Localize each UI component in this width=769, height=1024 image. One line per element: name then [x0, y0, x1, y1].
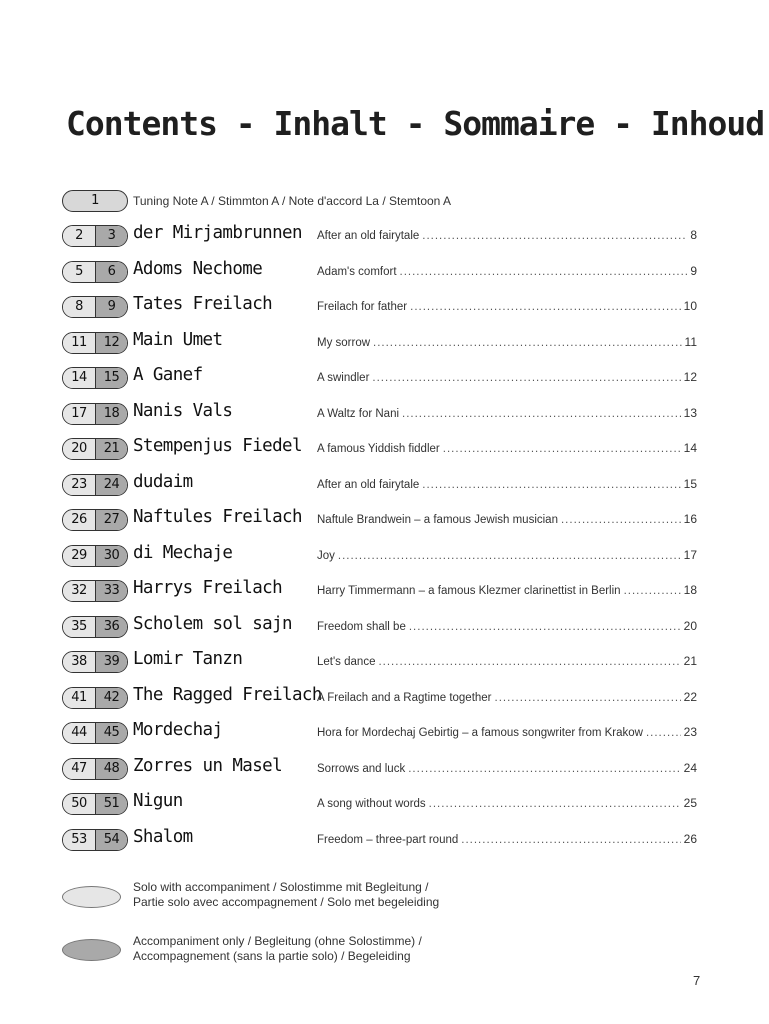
song-page-number: 11	[684, 334, 697, 349]
song-title: Stempenjus Fiedel	[133, 436, 302, 456]
song-title: Nanis Vals	[133, 400, 233, 421]
song-title: Mordechaj	[133, 720, 223, 740]
solo-track-number: 2	[63, 226, 95, 246]
track-badge	[62, 367, 128, 389]
song-description: Hora for Mordechaj Gebirtig – a famous songwriter from Krakow	[317, 727, 643, 739]
song-description: My sorrow	[317, 336, 371, 349]
solo-track-number: 11	[63, 333, 95, 353]
contents-row	[0, 826, 769, 854]
dot-leader	[378, 656, 680, 668]
dot-leader	[373, 337, 682, 349]
solo-track-number: 35	[63, 617, 95, 637]
song-page-number: 8	[690, 228, 697, 242]
legend-line: Accompaniment only / Begleitung (ohne Solostimme) /	[133, 934, 422, 948]
song-title: der Mirjambrunnen	[133, 223, 302, 243]
dot-leader	[422, 230, 687, 242]
legend-text	[133, 934, 513, 964]
accompaniment-track-number: 9	[95, 297, 127, 317]
dot-leader	[408, 763, 680, 775]
accompaniment-track-number: 48	[95, 759, 127, 779]
track-badge	[62, 438, 128, 460]
track-badge	[62, 687, 128, 709]
song-page-number: 13	[683, 405, 697, 420]
accompaniment-track-number: 33	[95, 581, 127, 601]
solo-track-number: 8	[63, 297, 95, 317]
song-description: Adam's comfort	[317, 265, 397, 278]
dot-leader	[400, 266, 688, 278]
track-badge	[62, 722, 128, 744]
contents-row	[0, 648, 769, 676]
song-title: Tates Freilach	[133, 294, 273, 314]
song-page-number: 10	[683, 299, 697, 313]
accompaniment-track-number: 27	[95, 510, 127, 530]
contents-row	[0, 329, 769, 357]
song-description: Freedom – three-part round	[317, 833, 459, 846]
track-badge	[62, 403, 128, 425]
dot-leader	[443, 443, 681, 455]
song-description-line	[317, 690, 697, 704]
track-badge	[62, 545, 128, 567]
track-badge	[62, 829, 128, 851]
song-description: Freilach for father	[317, 301, 408, 313]
song-description-line	[317, 619, 697, 633]
song-title: A Ganef	[133, 365, 203, 385]
song-page-number: 22	[683, 689, 697, 704]
song-description-line	[317, 441, 697, 455]
page-title: Contents - Inhalt - Sommaire - Inhoud	[66, 104, 765, 143]
song-description: A song without words	[317, 798, 426, 810]
song-description-line	[317, 370, 697, 384]
song-description-line	[317, 548, 697, 562]
track-badge	[62, 261, 128, 283]
contents-row	[0, 613, 769, 641]
song-description-line	[317, 335, 697, 349]
song-page-number: 9	[690, 263, 697, 278]
dot-leader	[495, 692, 681, 704]
song-description-line	[317, 761, 697, 775]
accompaniment-track-number: 12	[95, 333, 127, 353]
song-description: A swindler	[317, 372, 370, 384]
song-description-line	[317, 299, 697, 313]
contents-row	[0, 684, 769, 712]
tuning-label: Tuning Note A / Stimmton A / Note d'accord La / Stemtoon A	[133, 194, 452, 208]
solo-track-number: 20	[63, 439, 95, 459]
solo-track-number: 44	[63, 723, 95, 743]
solo-oval-icon	[62, 886, 121, 908]
song-title: Shalom	[133, 826, 193, 847]
solo-track-number: 23	[63, 475, 95, 495]
track-badge	[62, 651, 128, 673]
solo-track-number: 32	[63, 581, 95, 601]
contents-row	[0, 293, 769, 321]
song-description-line	[317, 725, 697, 739]
song-description: Freedom shall be	[317, 620, 406, 633]
contents-row	[0, 719, 769, 747]
accompaniment-track-number: 51	[95, 794, 127, 814]
song-page-number: 20	[683, 618, 697, 633]
legend-line: Accompagnement (sans la partie solo) / Begeleiding	[133, 949, 411, 963]
song-description-line	[317, 832, 697, 846]
contents-row	[0, 258, 769, 286]
accompaniment-track-number: 6	[95, 262, 127, 282]
solo-track-number: 29	[63, 546, 95, 566]
solo-track-number: 26	[63, 510, 95, 530]
song-title: The Ragged Freilach	[133, 684, 322, 705]
solo-track-number: 41	[63, 688, 95, 708]
song-page-number: 26	[683, 831, 697, 846]
song-description: Sorrows and luck	[317, 762, 406, 775]
track-badge	[62, 225, 128, 247]
track-number: 1	[91, 193, 99, 208]
accompaniment-track-number: 18	[95, 404, 127, 424]
solo-track-number: 5	[63, 262, 95, 282]
song-description: Joy	[317, 549, 335, 562]
solo-track-number: 47	[63, 759, 95, 779]
song-page-number: 16	[683, 512, 697, 526]
song-description: A Waltz for Nani	[317, 407, 400, 420]
song-title: Zorres un Masel	[133, 755, 283, 776]
song-title: Harrys Freilach	[133, 578, 283, 598]
song-page-number: 21	[683, 654, 697, 668]
dot-leader	[429, 798, 681, 810]
song-page-number: 17	[683, 547, 697, 562]
accompaniment-track-number: 36	[95, 617, 127, 637]
dot-leader	[561, 514, 681, 526]
song-description-line	[317, 796, 697, 810]
dot-leader	[422, 479, 680, 491]
dot-leader	[410, 301, 681, 313]
song-description: After an old fairytale	[317, 230, 420, 242]
song-page-number: 23	[683, 725, 697, 739]
solo-track-number: 53	[63, 830, 95, 850]
song-title: Scholem sol sajn	[133, 613, 292, 634]
accompaniment-track-number: 24	[95, 475, 127, 495]
song-page-number: 18	[683, 583, 697, 597]
contents-row	[0, 222, 769, 250]
track-badge	[62, 580, 128, 602]
track-badge	[62, 793, 128, 815]
dot-leader	[646, 727, 681, 739]
song-description-line	[317, 654, 697, 668]
song-title: Adoms Nechome	[133, 258, 263, 279]
song-description: Let's dance	[317, 656, 376, 668]
solo-track-number: 38	[63, 652, 95, 672]
contents-row	[0, 755, 769, 783]
legend-line: Partie solo avec accompagnement / Solo met begeleiding	[133, 895, 440, 909]
contents-row	[0, 364, 769, 392]
song-description: Harry Timmermann – a famous Klezmer clarinettist in Berlin	[317, 585, 621, 597]
song-title: Naftules Freilach	[133, 507, 302, 527]
dot-leader	[624, 585, 681, 597]
contents-row	[0, 577, 769, 605]
contents-row	[0, 790, 769, 818]
song-description-line	[317, 228, 697, 242]
accompaniment-track-number: 45	[95, 723, 127, 743]
song-page-number: 15	[683, 476, 697, 491]
tuning-row	[0, 187, 769, 215]
accompaniment-track-number: 21	[95, 439, 127, 459]
dot-leader	[372, 372, 680, 384]
legend-text	[133, 880, 513, 910]
song-title: Lomir Tanzn	[133, 649, 243, 669]
accompaniment-track-number: 3	[95, 226, 127, 246]
contents-row	[0, 542, 769, 570]
song-title: dudaim	[133, 471, 193, 492]
track-badge	[62, 190, 128, 212]
track-badge	[62, 332, 128, 354]
contents-row	[0, 506, 769, 534]
song-description: After an old fairytale	[317, 478, 420, 491]
accompaniment-track-number: 15	[95, 368, 127, 388]
song-description: Naftule Brandwein – a famous Jewish musician	[317, 514, 558, 526]
song-page-number: 24	[683, 760, 697, 775]
accompaniment-track-number: 30	[95, 546, 127, 566]
track-badge	[62, 616, 128, 638]
page-number: 7	[693, 973, 701, 988]
song-description: A Freilach and a Ragtime together	[317, 691, 492, 704]
legend-line: Solo with accompaniment / Solostimme mit Begleitung /	[133, 880, 429, 894]
song-page-number: 12	[683, 370, 697, 384]
contents-row	[0, 400, 769, 428]
dot-leader	[461, 834, 680, 846]
dot-leader	[409, 621, 681, 633]
song-title: Nigun	[133, 791, 183, 811]
accompaniment-track-number: 54	[95, 830, 127, 850]
accompaniment-track-number: 42	[95, 688, 127, 708]
solo-track-number: 17	[63, 404, 95, 424]
track-badge	[62, 509, 128, 531]
accompaniment-oval-icon	[62, 939, 121, 961]
track-badge	[62, 296, 128, 318]
dot-leader	[402, 408, 681, 420]
song-description-line	[317, 583, 697, 597]
song-title: Main Umet	[133, 329, 223, 350]
song-description-line	[317, 512, 697, 526]
song-page-number: 25	[683, 796, 697, 810]
track-badge	[62, 758, 128, 780]
solo-track-number: 14	[63, 368, 95, 388]
solo-track-number: 50	[63, 794, 95, 814]
song-description-line	[317, 477, 697, 491]
song-title: di Mechaje	[133, 542, 233, 563]
accompaniment-track-number: 39	[95, 652, 127, 672]
song-page-number: 14	[683, 441, 697, 455]
song-description-line	[317, 264, 697, 278]
song-description-line	[317, 406, 697, 420]
song-description: A famous Yiddish fiddler	[317, 443, 440, 455]
contents-row	[0, 471, 769, 499]
track-badge	[62, 474, 128, 496]
contents-row	[0, 435, 769, 463]
dot-leader	[338, 550, 681, 562]
